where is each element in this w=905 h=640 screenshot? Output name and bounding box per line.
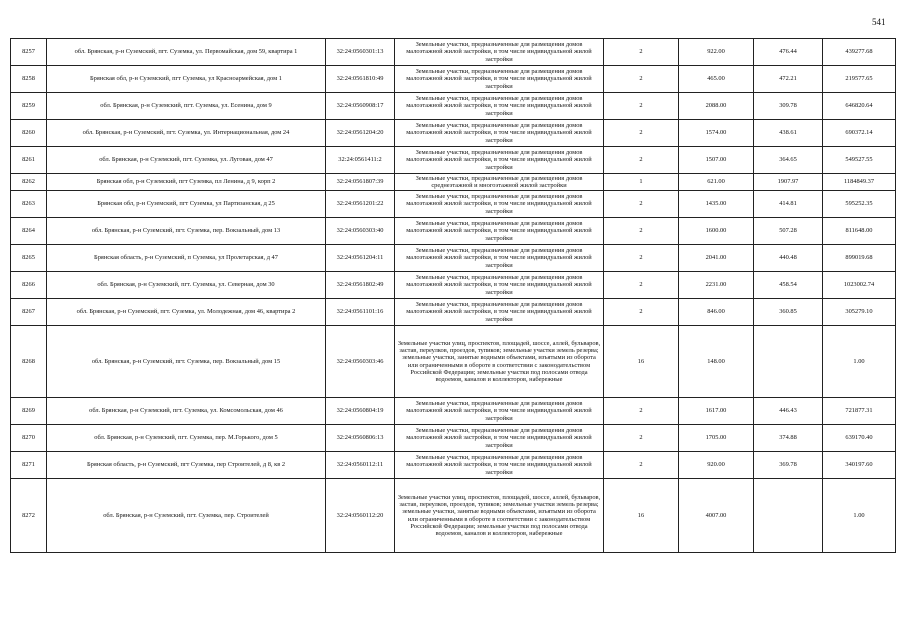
area-cell: 4007.00: [679, 479, 754, 553]
land-use-cell: Земельные участки, предназначенные для размещения домов малоэтажной жилой застройки, в том числе индивидуальной жилой застройки: [395, 120, 604, 147]
table-row: [11, 245, 896, 272]
cadastral-value-cell: 340197.60: [823, 452, 896, 479]
address-cell: Брянская обл, р-н Суземский, пгт Суземка, ул Партизанская, д 25: [47, 191, 326, 218]
cadastral-number-cell: 32:24:0561101:16: [326, 299, 395, 326]
area-cell: 1705.00: [679, 425, 754, 452]
address-cell: Брянская обл, р-н Суземский, пгт Суземка, пл Ленина, д 9, корп 2: [47, 174, 326, 191]
land-use-cell: Земельные участки, предназначенные для размещения домов малоэтажной жилой застройки, в том числе индивидуальной жилой застройки: [395, 66, 604, 93]
land-use-cell: Земельные участки, предназначенные для размещения домов малоэтажной жилой застройки, в том числе индивидуальной жилой застройки: [395, 218, 604, 245]
unit-value-cell: 1907.97: [754, 174, 823, 191]
cadastral-number-cell: 32:24:0560804:19: [326, 398, 395, 425]
row-number-cell: 8269: [11, 398, 47, 425]
cadastral-value-cell: 899019.68: [823, 245, 896, 272]
area-cell: 1617.00: [679, 398, 754, 425]
table-row: [11, 218, 896, 245]
group-code-cell: 1: [604, 174, 679, 191]
land-use-cell: Земельные участки, предназначенные для размещения домов малоэтажной жилой застройки, в том числе индивидуальной жилой застройки: [395, 452, 604, 479]
cadastral-value-cell: 721877.31: [823, 398, 896, 425]
land-use-cell: Земельные участки улиц, проспектов, площадей, шоссе, аллей, бульваров, застав, переулков, проездов, тупиков; земельные участки земель резерва; земельные участки, занятые водными объектами, изъятыми из оборота или ограниченными в обороте в соответствии с законодательством Российской Федерации; земельные участки под полосами отвода водоемов, каналов и коллекторов, набережные: [395, 326, 604, 398]
address-cell: обл. Брянская, р-н Суземский, пгт. Суземка, ул. Комсомольская, дом 46: [47, 398, 326, 425]
group-code-cell: 2: [604, 191, 679, 218]
row-number-cell: 8259: [11, 93, 47, 120]
row-number-cell: 8267: [11, 299, 47, 326]
area-cell: 920.00: [679, 452, 754, 479]
land-use-cell: Земельные участки, предназначенные для размещения домов среднеэтажной и многоэтажной жилой застройки: [395, 174, 604, 191]
row-number-cell: 8263: [11, 191, 47, 218]
area-cell: 465.00: [679, 66, 754, 93]
area-cell: 1600.00: [679, 218, 754, 245]
cadastral-number-cell: 32:24:0561802:49: [326, 272, 395, 299]
table-row: [11, 174, 896, 191]
land-use-cell: Земельные участки, предназначенные для размещения домов малоэтажной жилой застройки, в том числе индивидуальной жилой застройки: [395, 425, 604, 452]
unit-value-cell: 369.78: [754, 452, 823, 479]
land-use-cell: Земельные участки, предназначенные для размещения домов малоэтажной жилой застройки, в том числе индивидуальной жилой застройки: [395, 245, 604, 272]
unit-value-cell: 438.61: [754, 120, 823, 147]
group-code-cell: 2: [604, 245, 679, 272]
area-cell: 846.00: [679, 299, 754, 326]
row-number-cell: 8262: [11, 174, 47, 191]
cadastral-number-cell: 32:24:0561807:39: [326, 174, 395, 191]
address-cell: обл. Брянская, р-н Суземский, пгт. Суземка, пер. Вокзальный, дом 15: [47, 326, 326, 398]
group-code-cell: 2: [604, 120, 679, 147]
unit-value-cell: 507.28: [754, 218, 823, 245]
unit-value-cell: 309.78: [754, 93, 823, 120]
group-code-cell: 2: [604, 66, 679, 93]
address-cell: Брянская обл, р-н Суземский, пгт Суземка, ул Красноармейская, дом 1: [47, 66, 326, 93]
unit-value-cell: [754, 479, 823, 553]
table-row: [11, 398, 896, 425]
group-code-cell: 2: [604, 398, 679, 425]
unit-value-cell: 414.81: [754, 191, 823, 218]
cadastral-number-cell: 32:24:0560806:13: [326, 425, 395, 452]
cadastral-value-cell: 305279.10: [823, 299, 896, 326]
land-use-cell: Земельные участки, предназначенные для размещения домов малоэтажной жилой застройки, в том числе индивидуальной жилой застройки: [395, 299, 604, 326]
land-use-cell: Земельные участки улиц, проспектов, площадей, шоссе, аллей, бульваров, застав, переулков, проездов, тупиков; земельные участки земель резерва; земельные участки, занятые водными объектами, изъятыми из оборота или ограниченными в обороте в соответствии с законодательством Российской Федерации; земельные участки под полосами отвода водоемов, каналов и коллекторов, набережные: [395, 479, 604, 553]
cadastral-number-cell: 32:24:0561201:22: [326, 191, 395, 218]
table-row: [11, 326, 896, 398]
unit-value-cell: 472.21: [754, 66, 823, 93]
land-use-cell: Земельные участки, предназначенные для размещения домов малоэтажной жилой застройки, в том числе индивидуальной жилой застройки: [395, 147, 604, 174]
group-code-cell: 2: [604, 425, 679, 452]
row-number-cell: 8265: [11, 245, 47, 272]
unit-value-cell: 476.44: [754, 39, 823, 66]
land-use-cell: Земельные участки, предназначенные для размещения домов малоэтажной жилой застройки, в том числе индивидуальной жилой застройки: [395, 272, 604, 299]
cadastral-value-cell: 1023002.74: [823, 272, 896, 299]
cadastral-value-cell: 646820.64: [823, 93, 896, 120]
cadastral-value-cell: 1184849.37: [823, 174, 896, 191]
group-code-cell: 2: [604, 452, 679, 479]
address-cell: обл. Брянская, р-н Суземский, пгт. Суземка, ул. Первомайская, дом 59, квартира 1: [47, 39, 326, 66]
table-row: [11, 93, 896, 120]
row-number-cell: 8268: [11, 326, 47, 398]
group-code-cell: 16: [604, 326, 679, 398]
cadastral-number-cell: 32:24:0561204:20: [326, 120, 395, 147]
cadastral-number-cell: 32:24:0560303:40: [326, 218, 395, 245]
row-number-cell: 8260: [11, 120, 47, 147]
cadastral-value-cell: 1.00: [823, 479, 896, 553]
address-cell: Брянская область, р-н Суземский, п Суземка, ул Пролетарская, д 47: [47, 245, 326, 272]
page-number: 541: [872, 17, 886, 27]
table-row: [11, 39, 896, 66]
address-cell: Брянская область, р-н Суземский, пгт Суземка, пер Строителей, д 8, кв 2: [47, 452, 326, 479]
cadastral-value-cell: 439277.68: [823, 39, 896, 66]
row-number-cell: 8264: [11, 218, 47, 245]
group-code-cell: 2: [604, 218, 679, 245]
area-cell: 2041.00: [679, 245, 754, 272]
land-use-cell: Земельные участки, предназначенные для размещения домов малоэтажной жилой застройки, в том числе индивидуальной жилой застройки: [395, 93, 604, 120]
unit-value-cell: 374.88: [754, 425, 823, 452]
area-cell: 621.00: [679, 174, 754, 191]
unit-value-cell: [754, 326, 823, 398]
address-cell: обл. Брянская, р-н Суземский, пгт. Суземка, ул. Молодежная, дом 46, квартира 2: [47, 299, 326, 326]
table-row: [11, 425, 896, 452]
table-row: [11, 452, 896, 479]
row-number-cell: 8258: [11, 66, 47, 93]
group-code-cell: 2: [604, 272, 679, 299]
cadastral-value-cell: 595252.35: [823, 191, 896, 218]
row-number-cell: 8261: [11, 147, 47, 174]
table-row: [11, 479, 896, 553]
area-cell: 1574.00: [679, 120, 754, 147]
area-cell: 2231.00: [679, 272, 754, 299]
cadastral-value-table: [10, 38, 896, 553]
group-code-cell: 2: [604, 299, 679, 326]
group-code-cell: 2: [604, 39, 679, 66]
row-number-cell: 8271: [11, 452, 47, 479]
address-cell: обл. Брянская, р-н Суземский, пгт. Суземка, пер. Строителей: [47, 479, 326, 553]
land-use-cell: Земельные участки, предназначенные для размещения домов малоэтажной жилой застройки, в том числе индивидуальной жилой застройки: [395, 191, 604, 218]
row-number-cell: 8257: [11, 39, 47, 66]
group-code-cell: 2: [604, 93, 679, 120]
cadastral-value-cell: 811648.00: [823, 218, 896, 245]
cadastral-value-cell: 639170.40: [823, 425, 896, 452]
cadastral-number-cell: 32:24:0560112:20: [326, 479, 395, 553]
address-cell: обл. Брянская, р-н Суземский, пгт. Суземка, ул. Луговая, дом 47: [47, 147, 326, 174]
table-row: [11, 191, 896, 218]
group-code-cell: 16: [604, 479, 679, 553]
table-row: [11, 299, 896, 326]
table-row: [11, 147, 896, 174]
cadastral-value-cell: 690372.14: [823, 120, 896, 147]
unit-value-cell: 446.43: [754, 398, 823, 425]
cadastral-value-cell: 549527.55: [823, 147, 896, 174]
cadastral-value-cell: 1.00: [823, 326, 896, 398]
address-cell: обл. Брянская, р-н Суземский, пгт. Суземка, пер. Вокзальный, дом 13: [47, 218, 326, 245]
row-number-cell: 8270: [11, 425, 47, 452]
area-cell: 1435.00: [679, 191, 754, 218]
unit-value-cell: 364.65: [754, 147, 823, 174]
land-use-cell: Земельные участки, предназначенные для размещения домов малоэтажной жилой застройки, в том числе индивидуальной жилой застройки: [395, 39, 604, 66]
cadastral-number-cell: 32:24:0560112:11: [326, 452, 395, 479]
unit-value-cell: 360.85: [754, 299, 823, 326]
area-cell: 148.00: [679, 326, 754, 398]
unit-value-cell: 440.48: [754, 245, 823, 272]
area-cell: 1507.00: [679, 147, 754, 174]
cadastral-number-cell: 32:24:0560303:46: [326, 326, 395, 398]
cadastral-number-cell: 32:24:0560908:17: [326, 93, 395, 120]
address-cell: обл. Брянская, р-н Суземский, пгт. Суземка, ул. Северная, дом 30: [47, 272, 326, 299]
unit-value-cell: 458.54: [754, 272, 823, 299]
cadastral-number-cell: 32:24:0561204:11: [326, 245, 395, 272]
address-cell: обл. Брянская, р-н Суземский, пгт. Суземка, пер. М.Горького, дом 5: [47, 425, 326, 452]
row-number-cell: 8266: [11, 272, 47, 299]
table-row: [11, 66, 896, 93]
area-cell: 922.00: [679, 39, 754, 66]
group-code-cell: 2: [604, 147, 679, 174]
cadastral-value-cell: 219577.65: [823, 66, 896, 93]
table-body: [11, 39, 896, 553]
area-cell: 2088.00: [679, 93, 754, 120]
table-row: [11, 120, 896, 147]
table-row: [11, 272, 896, 299]
address-cell: обл. Брянская, р-н Суземский, пгт. Суземка, ул. Интернациональная, дом 24: [47, 120, 326, 147]
cadastral-number-cell: 32:24:0561411:2: [326, 147, 395, 174]
row-number-cell: 8272: [11, 479, 47, 553]
cadastral-number-cell: 32:24:0560301:13: [326, 39, 395, 66]
land-use-cell: Земельные участки, предназначенные для размещения домов малоэтажной жилой застройки, в том числе индивидуальной жилой застройки: [395, 398, 604, 425]
address-cell: обл. Брянская, р-н Суземский, пгт. Суземка, ул. Есенина, дом 9: [47, 93, 326, 120]
cadastral-number-cell: 32:24:0561810:49: [326, 66, 395, 93]
